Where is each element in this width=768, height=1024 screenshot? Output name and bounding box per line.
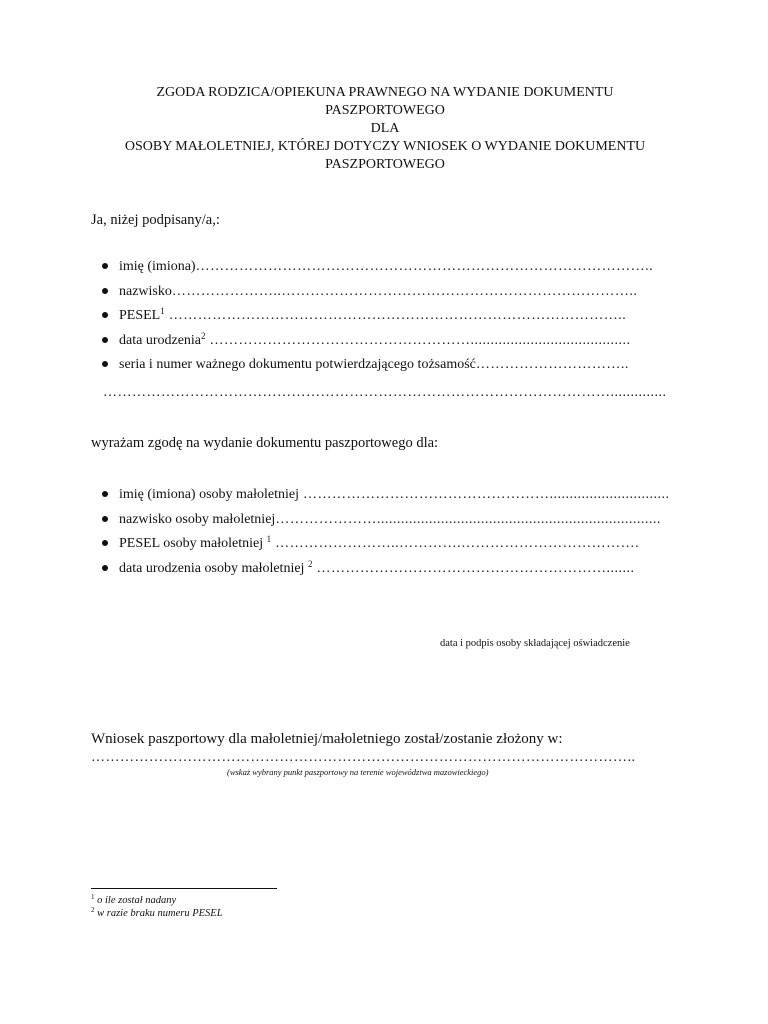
footnote-ref: 2 (307, 559, 313, 569)
fill-in-dots: ……………………..………….………………………………. (271, 536, 640, 551)
footnotes (91, 894, 223, 920)
signer-field-birth-date (100, 332, 680, 357)
fill-in-dots: …………………..……………………………………………………………….. (171, 283, 638, 299)
bullet-icon (102, 516, 108, 522)
application-location-dots: ………………………………………………………………………………………………….. (91, 750, 636, 765)
field-label: data urodzenia (119, 332, 202, 348)
footnote-2 (91, 907, 223, 920)
title-line-3: DLA (370, 121, 400, 136)
id-document-continuation-dots: …………………………………………………………………………………………….............. (103, 385, 667, 400)
title-line-1: ZGODA RODZICA/OPIEKUNA PRAWNEGO NA WYDANIE DOKUMENTU (156, 85, 614, 100)
application-location-text: Wniosek paszportowy dla małoletniej/małoletniego został/zostanie złożony w: (91, 731, 563, 747)
field-label: data urodzenia osoby małoletniej (119, 560, 305, 576)
signer-field-id-document (100, 356, 680, 381)
bullet-icon (102, 491, 108, 497)
fill-in-dots: ………………………………………………………………………………….. (195, 259, 654, 274)
field-label: imię (imiona) (119, 259, 196, 274)
fill-in-dots: ………………………………………………………………………………….. (164, 308, 627, 323)
field-label: PESEL (119, 308, 161, 323)
footnote-text: o ile został nadany (97, 895, 177, 906)
bullet-icon (102, 361, 108, 367)
footnote-ref: 2 (201, 331, 206, 341)
field-label: nazwisko osoby małoletniej (119, 511, 276, 527)
field-label: nazwisko (119, 283, 172, 299)
field-label: PESEL osoby małoletniej (119, 536, 264, 551)
footnote-ref: 1 (160, 307, 165, 316)
document-title (80, 84, 690, 174)
minor-field-first-name (100, 486, 680, 511)
signer-field-pesel (100, 307, 680, 332)
consent-intro: wyrażam zgodę na wydanie dokumentu paszportowego dla: (91, 435, 439, 451)
minor-field-surname (100, 511, 680, 536)
footnote-ref: 1 (266, 535, 272, 544)
minor-field-birth-date (100, 560, 680, 585)
signer-field-surname (100, 283, 680, 308)
bullet-icon (102, 312, 108, 318)
minor-fields (100, 486, 680, 584)
signer-field-first-name (100, 258, 680, 283)
fill-in-dots: ………………………….. (475, 357, 629, 372)
field-label: imię (imiona) osoby małoletniej (119, 487, 300, 502)
fill-in-dots: …………………………………………….............................. (299, 487, 670, 502)
footnote-text: w razie braku numeru PESEL (97, 908, 223, 919)
title-line-2: PASZPORTOWEGO (325, 103, 445, 118)
bullet-icon (102, 565, 108, 571)
fill-in-dots: ………………………………………………........................................ (205, 332, 631, 348)
bullet-icon (102, 288, 108, 294)
bullet-icon (102, 263, 108, 269)
fill-in-dots: …………………....................................................................... (275, 511, 661, 527)
signer-fields (100, 258, 680, 381)
bullet-icon (102, 337, 108, 343)
minor-field-pesel (100, 535, 680, 560)
footnote-number: 1 (91, 893, 95, 901)
fill-in-dots: ……………………………………………………....... (312, 560, 635, 576)
signer-intro: Ja, niżej podpisany/a,: (91, 212, 220, 228)
footnote-number: 2 (91, 906, 95, 914)
signature-caption: data i podpis osoby składającej oświadczenie (440, 638, 630, 649)
title-line-5: PASZPORTOWEGO (325, 157, 445, 172)
footnote-divider (91, 888, 277, 889)
footnote-1 (91, 894, 223, 907)
bullet-icon (102, 540, 108, 546)
application-location-hint: (wskaż wybrany punkt paszportowy na terenie województwa mazowieckiego) (227, 767, 489, 777)
title-line-4: OSOBY MAŁOLETNIEJ, KTÓREJ DOTYCZY WNIOSEK O WYDANIE DOKUMENTU (124, 139, 646, 154)
field-label: seria i numer ważnego dokumentu potwierdzającego tożsamość (119, 357, 476, 372)
